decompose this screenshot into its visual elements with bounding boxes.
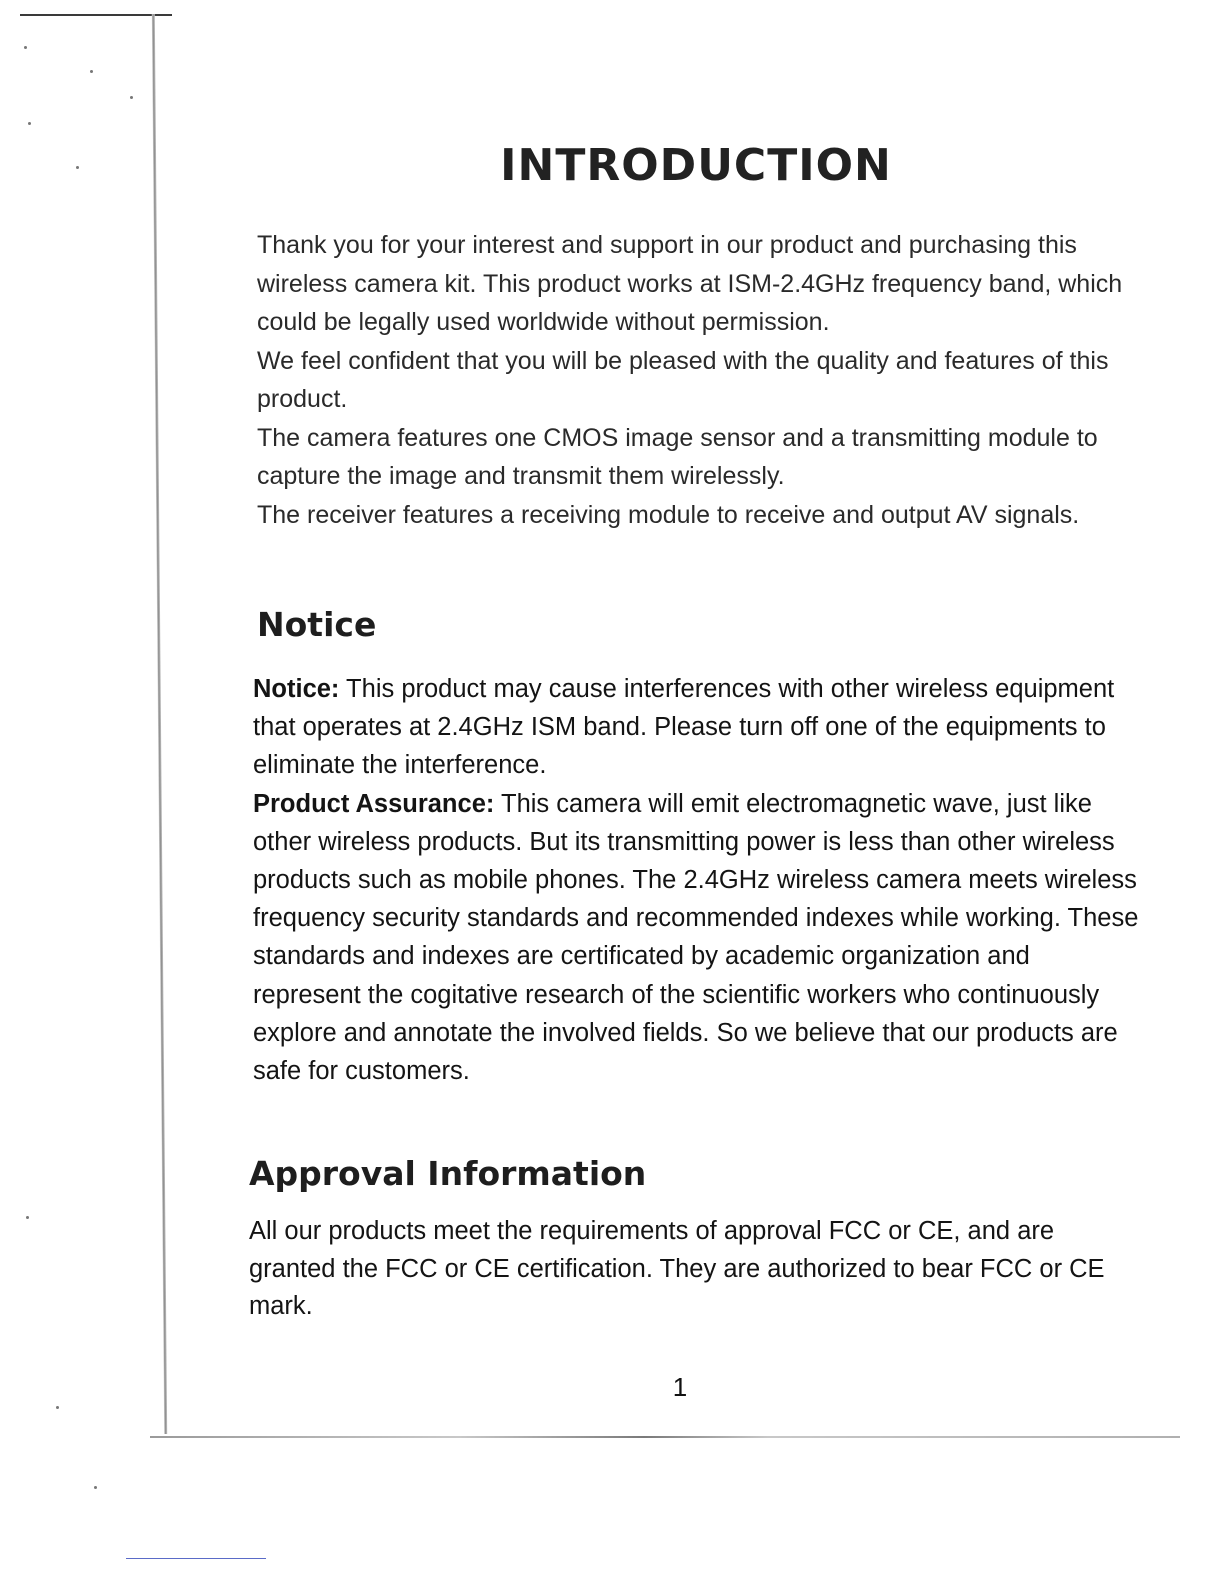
intro-paragraph: Thank you for your interest and support in our product and purchasing this wireless camera kit. This product works at ISM-2.4GHz frequency band, which could be legally used worldwide without permission. xyxy=(257,231,1123,336)
page-frame-left-edge xyxy=(152,14,167,1434)
approval-paragraph: All our products meet the requirements of approval FCC or CE, and are granted the FCC or CE certification. They are authorized to bear FCC or CE mark. xyxy=(249,1217,1105,1320)
page-number: 1 xyxy=(672,1372,688,1402)
scan-speck xyxy=(90,70,93,73)
intro-paragraph: The receiver features a receiving module to receive and output AV signals. xyxy=(257,500,1080,529)
assurance-paragraph xyxy=(253,785,1143,1091)
notice-heading: Notice xyxy=(257,605,377,644)
scan-speck xyxy=(94,1486,97,1489)
scan-speck xyxy=(28,122,31,125)
notice-label: Notice: xyxy=(253,675,340,703)
scan-speck xyxy=(24,46,27,49)
assurance-label: Product Assurance: xyxy=(253,789,495,818)
intro-paragraph: We feel confident that you will be pleased with the quality and features of this product. xyxy=(257,346,1109,413)
notice-text: This product may cause interferences with other wireless equipment that operates at 2.4GHz ISM band. Please turn off one of the equipments to eliminate the interference. xyxy=(253,675,1115,780)
assurance-text: This camera will emit electromagnetic wave, just like other wireless products. But its transmitting power is less than other wireless products such as mobile phones. The 2.4GHz wireless camera meets wireless frequency security standards and recommended indexes while working. These standards and indexes are certificated by academic organization and represent the cogitative research of the scientific workers who continuously explore and annotate the involved fields. So we believe that our products are safe for customers. xyxy=(253,789,1139,1086)
notice-section xyxy=(253,670,1143,1090)
page-frame-top-edge xyxy=(20,14,172,16)
page-frame-bottom-edge xyxy=(150,1436,1180,1438)
page-title: INTRODUCTION xyxy=(500,140,892,191)
intro-paragraph: The camera features one CMOS image sensor and a transmitting module to capture the image and transmit them wirelessly. xyxy=(257,423,1098,490)
introduction-text xyxy=(257,226,1157,534)
approval-heading: Approval Information xyxy=(249,1154,647,1193)
scan-speck xyxy=(26,1216,29,1219)
scan-speck xyxy=(56,1406,59,1409)
scan-corner-line xyxy=(126,1558,266,1559)
scan-speck xyxy=(130,96,133,99)
approval-section xyxy=(249,1213,1139,1326)
notice-paragraph xyxy=(253,670,1143,785)
